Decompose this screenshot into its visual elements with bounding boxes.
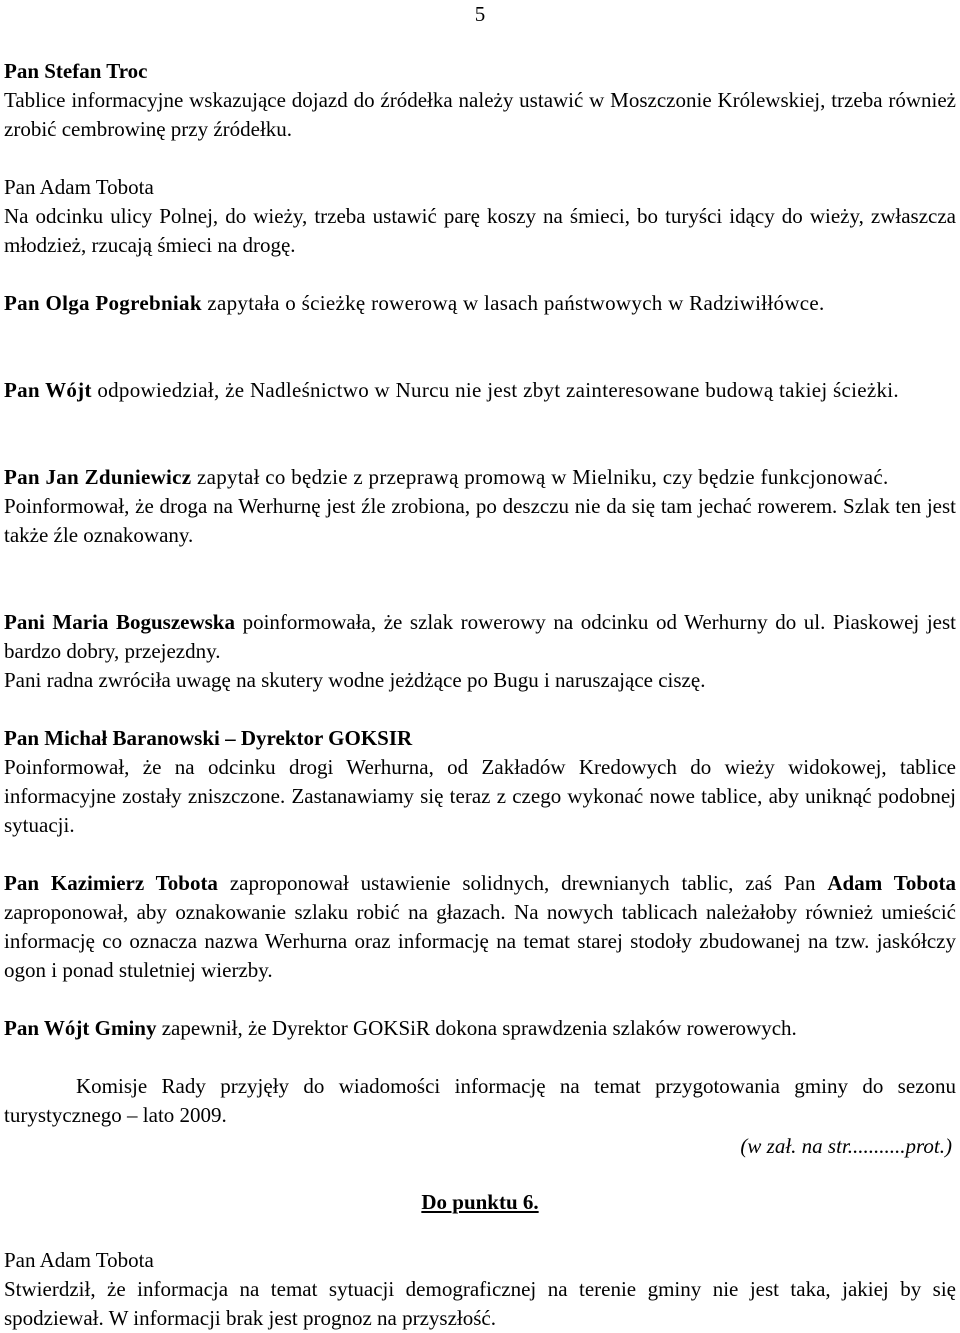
paragraph: Pani radna zwróciła uwagę na skutery wodne jeżdżące po Bugu i naruszające ciszę.: [4, 668, 706, 692]
section-olga-pogrebniak: [4, 289, 956, 318]
paragraph: Poinformował, że droga na Werhurnę jest źle zrobiona, po deszczu nie da się tam jechać rowerem. Szlak ten jest także źle oznakowany.: [4, 494, 956, 547]
section-maria-boguszewska: [4, 608, 956, 695]
paragraph: Poinformował, że na odcinku drogi Werhurna, od Zakładów Kredowych do wieży widokowej, tablice informacyjne zostały zniszczone. Zastanawiamy się teraz z czego wykonać nowe tablice, aby uniknąć podobnej sytuacji.: [4, 755, 956, 837]
speaker-name: Pan Kazimierz Tobota: [4, 871, 218, 895]
speaker-name: Pani Maria Boguszewska: [4, 610, 235, 634]
section-wojt: [4, 376, 956, 405]
paragraph-text: zaproponował, aby oznakowanie szlaku robić na głazach. Na nowych tablicach należałoby również umieścić informację co oznacza nazwa Werhurna oraz informację na temat starej stodoły zbudowanej na tzw. jaskółczy ogon i ponad stuletniej wierzby.: [4, 900, 956, 982]
paragraph: Na odcinku ulicy Polnej, do wieży, trzeba ustawić parę koszy na śmieci, bo turyści idący do wieży, zwłaszcza młodzież, rzucają śmieci na drogę.: [4, 204, 956, 257]
section-jan-zduniewicz: [4, 463, 956, 550]
attachment-note: (w zał. na str...........prot.): [740, 1134, 952, 1158]
section-kazimierz-tobota: [4, 869, 956, 985]
speaker-name: Pan Stefan Troc: [4, 59, 148, 83]
paragraph-text: zaproponował ustawienie solidnych, drewnianych tablic, zaś Pan: [217, 871, 828, 895]
paragraph-text: zapytał co będzie z przeprawą promową w Mielniku, czy będzie funkcjonować.: [191, 465, 889, 489]
speaker-name: Pan Jan Zduniewicz: [4, 465, 192, 489]
section-adam-tobota-2: [4, 1246, 956, 1333]
paragraph: [4, 376, 956, 405]
paragraph: [4, 608, 956, 666]
section-wojt-gminy: [4, 1014, 956, 1043]
paragraph-text: odpowiedział, że Nadleśnictwo w Nurcu nie jest zbyt zainteresowane budową takiej ścieżki.: [91, 378, 899, 402]
section-conclusion: [4, 1072, 956, 1161]
paragraph-text: zapytała o ścieżkę rowerową w lasach państwowych w Radziwiłłówce.: [201, 291, 825, 315]
paragraph: [4, 869, 956, 985]
speaker-name: Pan Adam Tobota: [4, 175, 154, 199]
paragraph-text: zapewnił, że Dyrektor GOKSiR dokona sprawdzenia szlaków rowerowych.: [156, 1016, 797, 1040]
speaker-name: Pan Wójt: [4, 378, 92, 402]
section-michal-baranowski: [4, 724, 956, 840]
paragraph: [4, 289, 956, 318]
speaker-name: Pan Michał Baranowski – Dyrektor GOKSIR: [4, 726, 413, 750]
paragraph-text: poinformowała, że szlak rowerowy na odcinku od Werhurny do ul. Piaskowej jest bardzo dobry, przejezdny.: [4, 610, 957, 663]
paragraph: [4, 463, 956, 492]
section-adam-tobota: [4, 173, 956, 260]
section-heading: [4, 1188, 956, 1217]
paragraph: Tablice informacyjne wskazujące dojazd do źródełka należy ustawić w Moszczonie Królewskiej, trzeba również zrobić cembrowinę przy źródełku.: [4, 88, 956, 141]
paragraph: Stwierdził, że informacja na temat sytuacji demograficznej na terenie gminy nie jest taka, jakiej by się spodziewał. W informacji brak jest prognoz na przyszłość.: [4, 1277, 956, 1330]
speaker-name: Pan Wójt Gminy: [4, 1016, 157, 1040]
paragraph: Komisje Rady przyjęły do wiadomości informację na temat przygotowania gminy do sezonu turystycznego – lato 2009.: [4, 1074, 956, 1127]
speaker-name: Pan Adam Tobota: [4, 1248, 154, 1272]
speaker-name: Adam Tobota: [827, 871, 956, 895]
section-stefan-troc: [4, 57, 956, 144]
speaker-name: Pan Olga Pogrebniak: [4, 291, 202, 315]
section-heading-title: Do punktu 6.: [421, 1190, 539, 1214]
paragraph: [4, 1014, 956, 1043]
page-number: 5: [474, 2, 486, 26]
